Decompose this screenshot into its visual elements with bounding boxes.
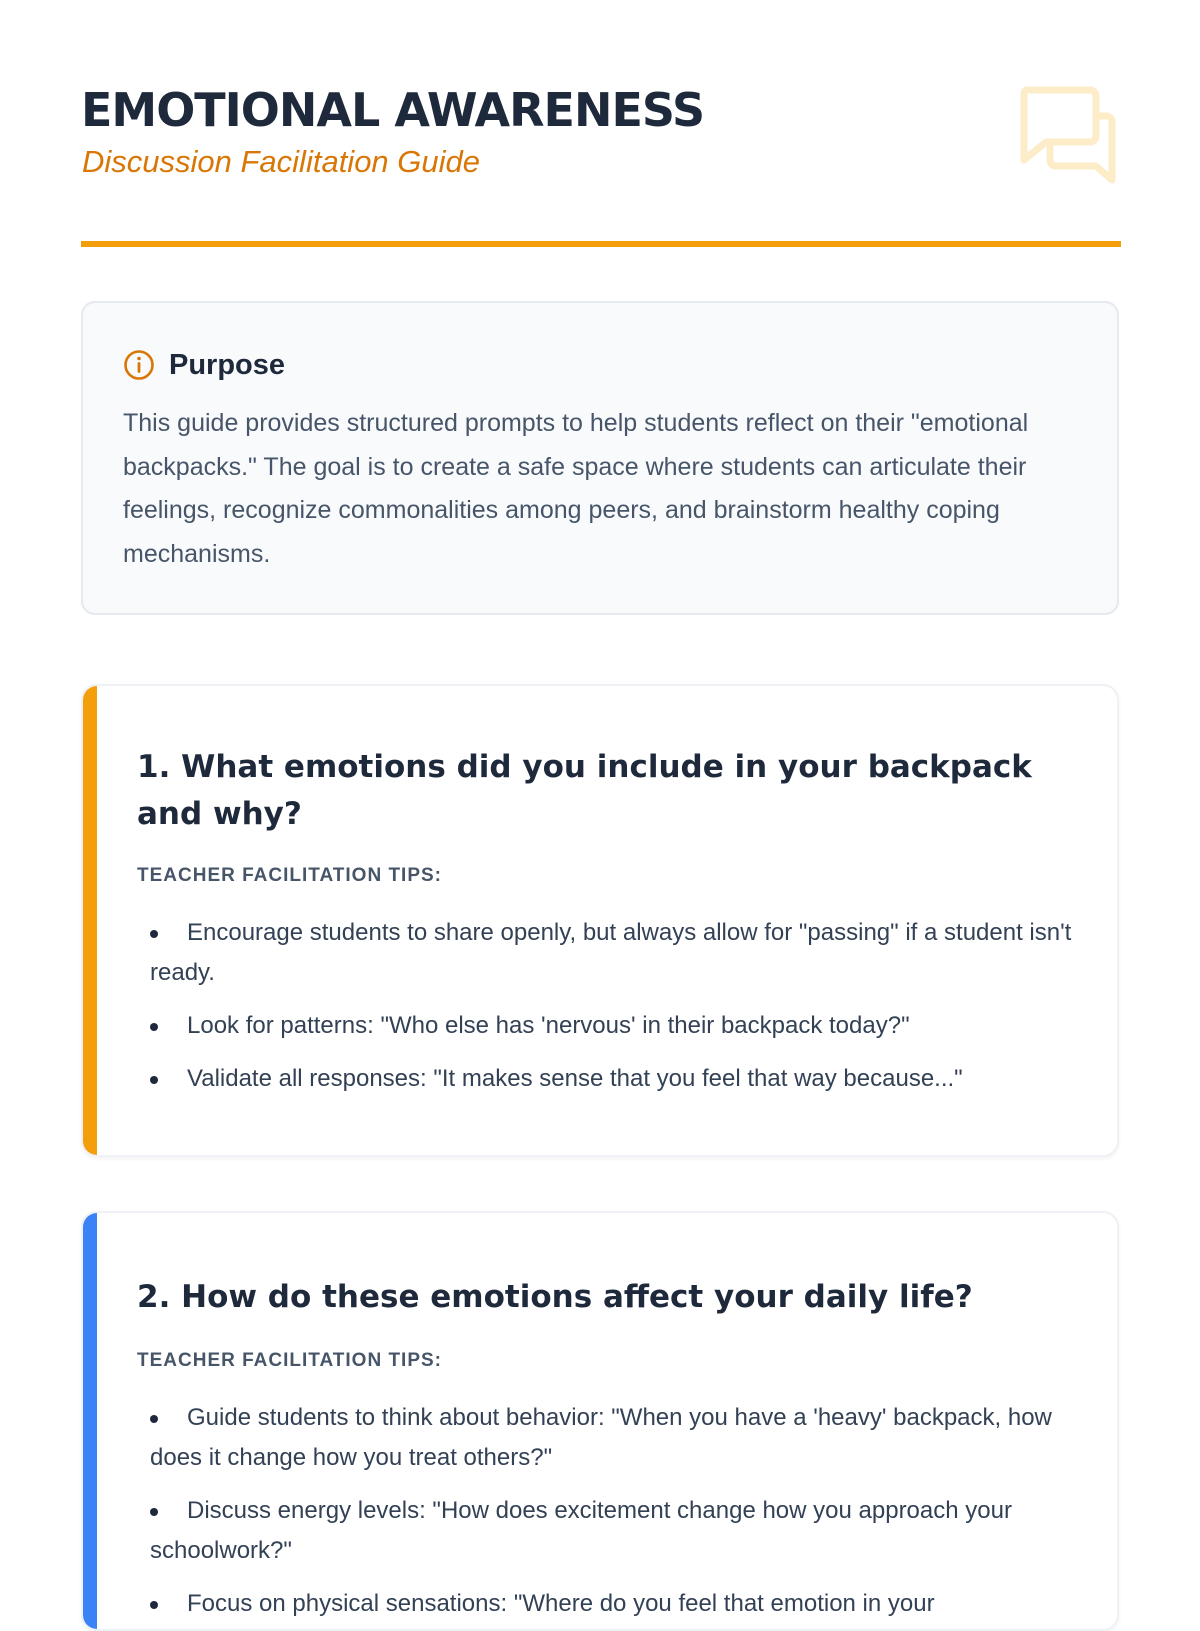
- question-title: 2. How do these emotions affect your daily life?: [137, 1279, 973, 1315]
- tip-item: Validate all responses: "It makes sense that you feel that way because...": [150, 1059, 1080, 1099]
- bullet-icon: [150, 1076, 158, 1084]
- tip-item: Discuss energy levels: "How does excitement change how you approach your schoolwork?": [150, 1497, 1012, 1564]
- tip-item: Focus on physical sensations: "Where do you feel that emotion in your: [150, 1584, 1080, 1624]
- question-card-2: [81, 1211, 1119, 1631]
- page-subtitle: Discussion Facilitation Guide: [82, 144, 481, 179]
- tips-list: [150, 1398, 1080, 1631]
- card-accent-bar: [83, 686, 97, 1155]
- tips-label: TEACHER FACILITATION TIPS:: [137, 1350, 443, 1371]
- question-title: 1. What emotions did you include in your backpack and why?: [137, 749, 1032, 832]
- purpose-text: This guide provides structured prompts to help students reflect on their "emotional backpacks." The goal is to create a safe space where students can articulate their feelings, recognize commonalities among peers, and brainstorm healthy coping mechanisms.: [123, 409, 1029, 568]
- card-accent-bar: [83, 1213, 97, 1629]
- header-divider: [81, 241, 1121, 247]
- bullet-icon: [150, 1415, 158, 1423]
- tip-item: Encourage students to share openly, but always allow for "passing" if a student isn't ready.: [150, 919, 1072, 986]
- tips-label: TEACHER FACILITATION TIPS:: [137, 865, 443, 886]
- question-card-1: [81, 684, 1119, 1157]
- bullet-icon: [150, 1601, 158, 1609]
- header: [81, 82, 1121, 192]
- page-title: EMOTIONAL AWARENESS: [81, 83, 705, 137]
- purpose-title: Purpose: [169, 348, 286, 381]
- bullet-icon: [150, 1508, 158, 1516]
- tip-item: Guide students to think about behavior: "When you have a 'heavy' backpack, how does it change how you treat others?": [150, 1404, 1052, 1471]
- tips-list: [150, 913, 1080, 1112]
- purpose-heading: [123, 348, 285, 382]
- tip-item: Look for patterns: "Who else has 'nervous' in their backpack today?": [150, 1006, 1080, 1046]
- chat-bubbles-icon: [1016, 84, 1120, 184]
- info-icon: [123, 349, 155, 381]
- bullet-icon: [150, 930, 158, 938]
- purpose-box: [81, 301, 1119, 615]
- bullet-icon: [150, 1023, 158, 1031]
